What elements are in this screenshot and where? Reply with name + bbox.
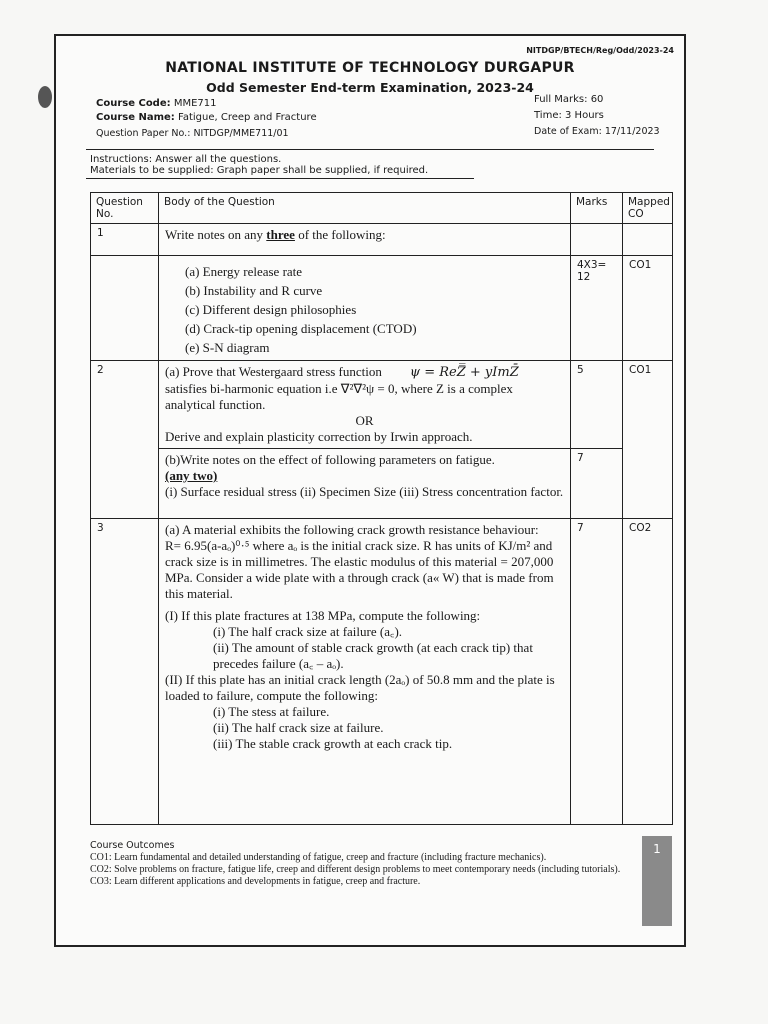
list-item: (e) S-N diagram xyxy=(185,340,270,355)
question-no: 3 xyxy=(91,519,159,825)
course-name: Course Name: Fatigue, Creep and Fracture xyxy=(96,112,317,123)
outcome-co3: CO3: Learn different applications and developments in fatigue, creep and fracture. xyxy=(90,876,421,887)
marks: 7 xyxy=(571,449,623,519)
table-header-row xyxy=(91,193,673,224)
question-no: 2 xyxy=(91,361,159,519)
outcome-co1: CO1: Learn fundamental and detailed understanding of fatigue, creep and fracture (including fracture mechanics). xyxy=(90,852,547,863)
westergaard-equation: ψ = ReZ̿ + yImZ̄ xyxy=(409,365,519,380)
question-intro: Write notes on any three of the following: xyxy=(159,224,571,256)
marks: 4X3= 12 xyxy=(571,256,623,361)
table-row xyxy=(91,256,673,361)
table-row xyxy=(91,224,673,256)
header-question-no: Question No. xyxy=(91,193,159,224)
question-2b: (b)Write notes on the effect of following parameters on fatigue. (any two) (i) Surface residual stress (ii) Specimen Size (iii) Stress concentration factor. xyxy=(159,449,571,519)
exam-time: Time: 3 Hours xyxy=(534,110,604,121)
header-co: Mapped CO xyxy=(623,193,673,224)
exam-title: Odd Semester End-term Examination, 2023-24 xyxy=(206,80,534,95)
header-body: Body of the Question xyxy=(159,193,571,224)
table-row xyxy=(91,449,673,519)
marks: 7 xyxy=(571,519,623,825)
course-outcomes xyxy=(90,840,630,888)
question-table xyxy=(90,192,673,825)
list-item: (d) Crack-tip opening displacement (CTOD) xyxy=(185,321,417,336)
mapped-co: CO2 xyxy=(623,519,673,825)
page-number: 1 xyxy=(642,836,672,926)
mapped-co: CO1 xyxy=(623,361,673,519)
question-paper-no: Question Paper No.: NITDGP/MME711/01 xyxy=(96,128,289,139)
outcomes-title: Course Outcomes xyxy=(90,840,175,851)
list-item: (a) Energy release rate xyxy=(185,264,303,279)
exam-paper xyxy=(54,34,686,947)
mapped-co: CO1 xyxy=(623,256,673,361)
marks: 5 xyxy=(571,361,623,449)
question-items xyxy=(159,256,571,361)
list-item: (c) Different design philosophies xyxy=(185,302,357,317)
list-item: (b) Instability and R curve xyxy=(185,283,323,298)
or-label: OR xyxy=(355,413,374,428)
full-marks: Full Marks: 60 xyxy=(534,94,604,105)
binding-hole xyxy=(38,86,52,108)
paper-reference: NITDGP/BTECH/Reg/Odd/2023-24 xyxy=(526,46,674,55)
outcome-co2: CO2: Solve problems on fracture, fatigue life, creep and different design problems to meet contemporary needs (including tutorials). xyxy=(90,864,621,875)
question-2a: (a) Prove that Westergaard stress function ψ = ReZ̿ + yImZ̄ satisfies bi-harmonic equation i.e ∇²∇²ψ = 0, where Z is a complex analytical function. OR Derive and explain plasticity correction by Irwin approach. xyxy=(159,361,571,449)
materials-note: Materials to be supplied: Graph paper shall be supplied, if required. xyxy=(90,165,429,176)
header-marks: Marks xyxy=(571,193,623,224)
question-3: (a) A material exhibits the following crack growth resistance behaviour: R= 6.95(a-aₒ)⁰·⁵ where aₒ is the initial crack size. R has units of KJ/m² and crack size is in millimetres. The elastic modulus of this material = 207,000 MPa. Consider a wide plate with a through crack (a« W) that is made from this material. (I) If this plate fractures at 138 MPa, compute the following: (i) The half crack size at failure (a꜀). (ii) The amount of stable crack growth (at each crack tip) that precedes failure (a꜀ – aₒ). (II) If this plate has an initial crack length (2aₒ) of 50.8 mm and the plate is loaded to failure, compute the following: (i) The stess at failure. (ii) The half crack size at failure. (iii) The stable crack growth at each crack tip. xyxy=(159,519,571,825)
question-no: 1 xyxy=(91,224,159,256)
table-row xyxy=(91,519,673,825)
divider xyxy=(86,149,654,150)
table-row xyxy=(91,361,673,449)
instructions: Instructions: Answer all the questions. xyxy=(90,154,282,165)
divider xyxy=(86,178,474,179)
course-code: Course Code: MME711 xyxy=(96,98,217,109)
exam-date: Date of Exam: 17/11/2023 xyxy=(534,126,660,137)
institute-title: NATIONAL INSTITUTE OF TECHNOLOGY DURGAPUR xyxy=(165,60,575,76)
